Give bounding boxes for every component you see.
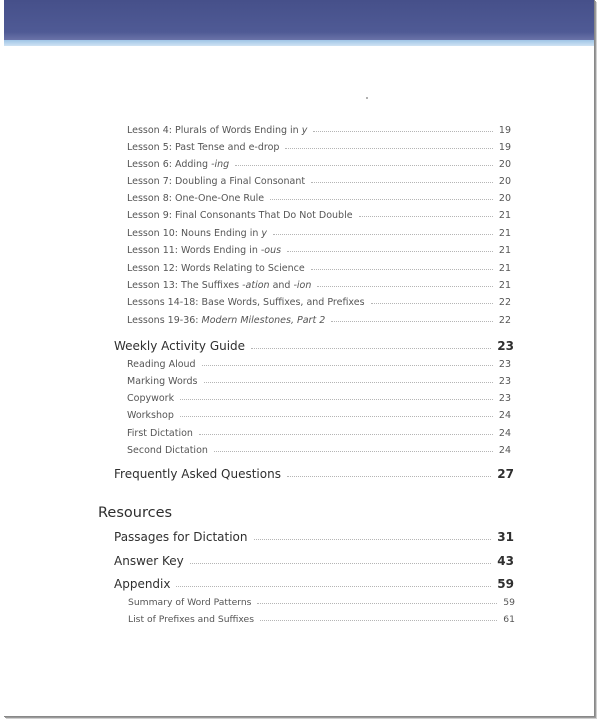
toc-entry-marking-words[interactable]	[127, 376, 511, 387]
toc-page-number: 22	[498, 315, 511, 326]
leader-dots	[204, 381, 493, 383]
toc-entry-lesson-5[interactable]	[127, 142, 511, 153]
leader-dots	[254, 538, 492, 540]
toc-entry-label: Lesson 8: One-One-One Rule	[127, 193, 265, 204]
header-band-edge	[4, 40, 594, 46]
leader-dots	[331, 320, 493, 322]
toc-entry-summary-of-word-patterns[interactable]	[128, 597, 515, 608]
toc-entry-second-dictation[interactable]	[127, 445, 511, 456]
toc-entry-first-dictation[interactable]	[127, 428, 511, 439]
toc-entry-lessons-19-36[interactable]	[127, 315, 511, 326]
leader-dots	[311, 268, 493, 270]
toc-page-number: 24	[498, 410, 511, 421]
leader-dots	[190, 562, 492, 564]
toc-page-number: 21	[498, 210, 511, 221]
toc-page-number: 43	[497, 554, 514, 568]
toc-page	[4, 0, 595, 717]
toc-entry-label: Copywork	[127, 393, 175, 404]
toc-entry-label: Lesson 5: Past Tense and e-drop	[127, 142, 280, 153]
toc-page-number: 27	[497, 467, 514, 481]
toc-page-number: 21	[498, 245, 511, 256]
toc-entry-label: Summary of Word Patterns	[128, 597, 252, 608]
toc-entry-label: First Dictation	[127, 428, 193, 439]
leader-dots	[202, 364, 493, 366]
toc-entry-label: Lesson 11: Words Ending in -ous	[127, 245, 282, 256]
leader-dots	[285, 147, 492, 149]
toc-entry-label: Lesson 4: Plurals of Words Ending in y	[127, 125, 308, 136]
toc-entry-faq[interactable]	[114, 467, 514, 481]
leader-dots	[180, 415, 493, 417]
toc-page-number: 23	[498, 376, 511, 387]
toc-entry-weekly-activity-guide[interactable]	[114, 339, 514, 353]
toc-page-number: 23	[498, 359, 511, 370]
toc-entry-lesson-4[interactable]	[127, 125, 511, 136]
paper-speck	[366, 97, 368, 99]
leader-dots	[270, 198, 493, 200]
toc-entry-label: Lesson 7: Doubling a Final Consonant	[127, 176, 306, 187]
toc-entry-label: Lesson 12: Words Relating to Science	[127, 263, 305, 274]
toc-page-number: 22	[498, 297, 511, 308]
toc-entry-label: Frequently Asked Questions	[114, 467, 281, 481]
toc-entry-label: Lessons 19-36: Modern Milestones, Part 2	[127, 315, 326, 326]
leader-dots	[176, 585, 491, 587]
toc-entry-lessons-14-18[interactable]	[127, 297, 511, 308]
toc-entry-label: Marking Words	[127, 376, 198, 387]
toc-page-number: 24	[498, 428, 511, 439]
toc-entry-appendix[interactable]	[114, 577, 514, 591]
toc-entry-label: Lessons 14-18: Base Words, Suffixes, and Prefixes	[127, 297, 365, 308]
leader-dots	[287, 250, 493, 252]
header-band	[4, 0, 594, 40]
toc-page-number: 19	[498, 142, 511, 153]
leader-dots	[260, 619, 497, 621]
leader-dots	[273, 233, 493, 235]
leader-dots	[180, 398, 493, 400]
toc-page-number: 20	[498, 193, 511, 204]
toc-entry-lesson-8[interactable]	[127, 193, 511, 204]
leader-dots	[214, 450, 493, 452]
toc-page-number: 24	[498, 445, 511, 456]
section-title-resources: Resources	[98, 505, 173, 521]
toc-entry-lesson-13[interactable]	[127, 280, 511, 291]
leader-dots	[287, 475, 491, 477]
toc-entry-lesson-6[interactable]	[127, 159, 511, 170]
toc-entry-lesson-11[interactable]	[127, 245, 511, 256]
toc-entry-label: Second Dictation	[127, 445, 208, 456]
toc-entry-workshop[interactable]	[127, 410, 511, 421]
toc-page-number: 61	[503, 614, 515, 625]
leader-dots	[257, 602, 497, 604]
leader-dots	[235, 164, 493, 166]
leader-dots	[359, 215, 493, 217]
toc-entry-label: Workshop	[127, 410, 174, 421]
toc-entry-copywork[interactable]	[127, 393, 511, 404]
toc-entry-label: Passages for Dictation	[114, 530, 248, 544]
toc-entry-label: List of Prefixes and Suffixes	[128, 614, 254, 625]
toc-page-number: 20	[498, 159, 511, 170]
toc-entry-label: Answer Key	[114, 554, 184, 568]
toc-page-number: 31	[497, 530, 514, 544]
leader-dots	[317, 285, 493, 287]
toc-page-number: 23	[498, 393, 511, 404]
toc-page-number: 23	[497, 339, 514, 353]
toc-entry-list-of-prefixes-and-suffixes[interactable]	[128, 614, 515, 625]
toc-page-number: 21	[498, 280, 511, 291]
toc-entry-label: Lesson 13: The Suffixes -ation and -ion	[127, 280, 312, 291]
leader-dots	[251, 347, 491, 349]
leader-dots	[371, 302, 493, 304]
toc-entry-reading-aloud[interactable]	[127, 359, 511, 370]
leader-dots	[199, 433, 493, 435]
toc-entry-answer-key[interactable]	[114, 554, 514, 568]
toc-page-number: 19	[498, 125, 511, 136]
toc-page-number: 21	[498, 263, 511, 274]
toc-page-number: 59	[503, 597, 515, 608]
leader-dots	[313, 130, 493, 132]
toc-page-number: 21	[498, 228, 511, 239]
toc-entry-label: Lesson 6: Adding -ing	[127, 159, 230, 170]
toc-entry-lesson-10[interactable]	[127, 228, 511, 239]
toc-page-number: 59	[497, 577, 514, 591]
toc-entry-label: Reading Aloud	[127, 359, 196, 370]
toc-entry-label: Appendix	[114, 577, 171, 591]
toc-entry-lesson-9[interactable]	[127, 210, 511, 221]
toc-entry-passages-for-dictation[interactable]	[114, 530, 514, 544]
toc-entry-lesson-7[interactable]	[127, 176, 511, 187]
toc-page-number: 20	[498, 176, 511, 187]
toc-entry-label: Lesson 10: Nouns Ending in y	[127, 228, 268, 239]
leader-dots	[311, 181, 493, 183]
toc-entry-label: Weekly Activity Guide	[114, 339, 246, 353]
toc-entry-label: Lesson 9: Final Consonants That Do Not Double	[127, 210, 353, 221]
toc-entry-lesson-12[interactable]	[127, 263, 511, 274]
